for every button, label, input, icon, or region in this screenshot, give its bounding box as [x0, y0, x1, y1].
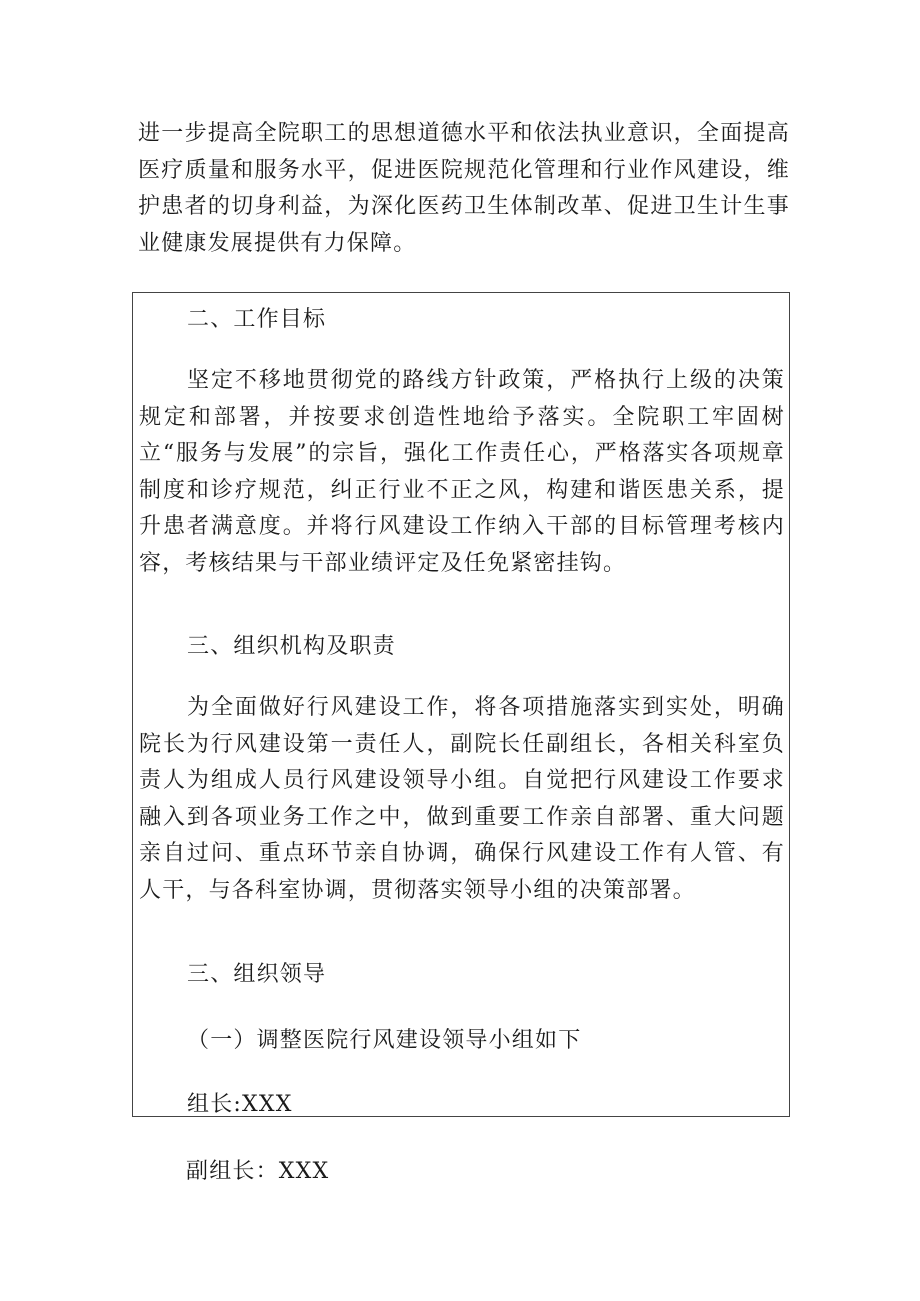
boxed-content-frame [132, 292, 790, 1117]
section-heading-leadership: 三、组织领导 [187, 962, 327, 987]
intro-paragraph: 进一步提高全院职工的思想道德水平和依法执业意识，全面提高医疗质量和服务水平，促进医院规范化管理和行业作风建设，维护患者的切身利益，为深化医药卫生体制改革、促进卫生计生事业健康发展提供有力保障。 [138, 121, 790, 256]
section-heading-work-goals: 二、工作目标 [187, 307, 327, 332]
work-goals-paragraph: 坚定不移地贯彻党的路线方针政策，严格执行上级的决策规定和部署，并按要求创造性地给予落实。全院职工牢固树立“服务与发展”的宗旨，强化工作责任心，严格落实各项规章制度和诊疗规范，纠正行业不正之风，构建和谐医患关系，提升患者满意度。并将行风建设工作纳入干部的目标管理考核内容，考核结果与干部业绩评定及任免紧密挂钩。 [139, 368, 785, 576]
deputy-leader-line: 副组长：XXX [186, 1159, 330, 1184]
leader-line: 组长:XXX [187, 1092, 293, 1117]
organization-paragraph: 为全面做好行风建设工作，将各项措施落实到实处，明确院长为行风建设第一责任人，副院长任副组长，各相关科室负责人为组成人员行风建设领导小组。自觉把行风建设工作要求融入到各项业务工作之中，做到重要工作亲自部署、重大问题亲自过问、重点环节亲自协调，确保行风建设工作有人管、有人干，与各科室协调，贯彻落实领导小组的决策部署。 [139, 695, 785, 903]
section-heading-organization: 三、组织机构及职责 [187, 634, 396, 659]
leadership-subheading: （一）调整医院行风建设领导小组如下 [187, 1028, 582, 1053]
